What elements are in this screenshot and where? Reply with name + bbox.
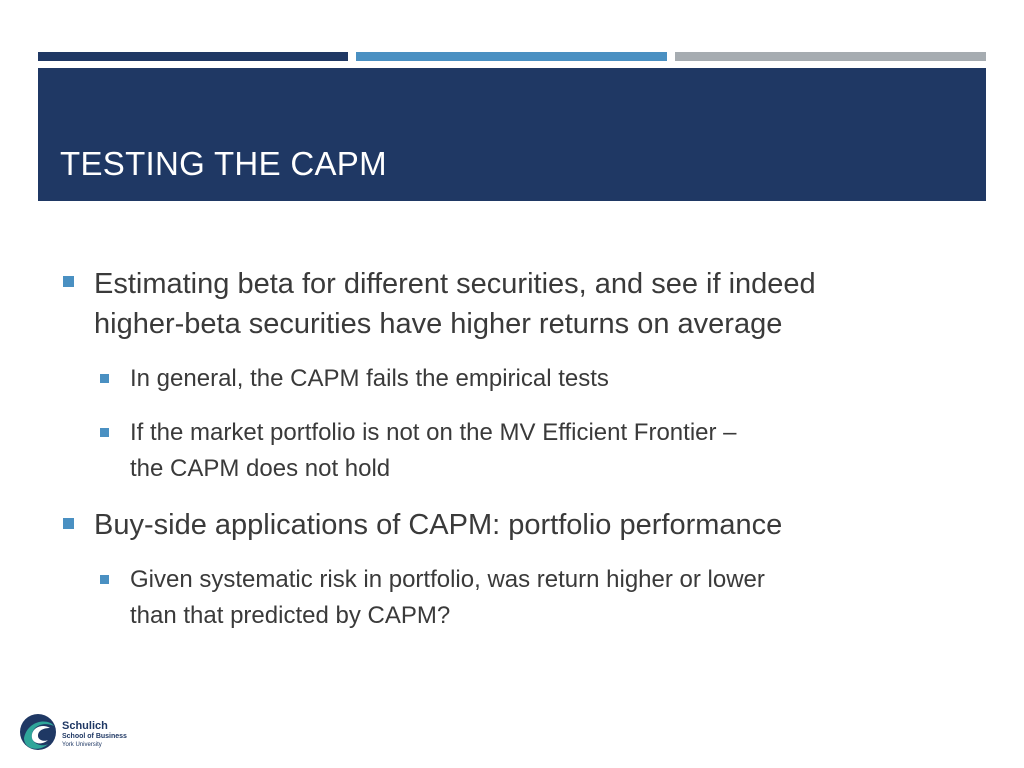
schulich-logo: [18, 708, 128, 756]
subbullet-marker: [100, 575, 109, 584]
subbullet-1-1-line-1: In general, the CAPM fails the empirical tests: [130, 365, 609, 392]
subbullet-2-1-line-2: than that predicted by CAPM?: [130, 602, 451, 629]
logo-university: York University: [62, 742, 102, 748]
bullet-1-line-1: Estimating beta for different securities, and see if indeed: [94, 268, 816, 300]
bullet-marker: [63, 276, 74, 287]
bullet-1-line-2: higher-beta securities have higher returns on average: [94, 308, 783, 340]
schulich-s-mark-icon: [18, 708, 60, 754]
logo-name: Schulich: [62, 720, 108, 732]
subbullet-2-1-line-1: Given systematic risk in portfolio, was return higher or lower: [130, 566, 765, 593]
subbullet-1-2-line-2: the CAPM does not hold: [130, 455, 391, 482]
slide-title: TESTING THE CAPM: [60, 145, 387, 182]
subbullet-marker: [100, 428, 109, 437]
logo-subtitle: School of Business: [62, 733, 127, 740]
bullet-marker: [63, 518, 74, 529]
subbullet-marker: [100, 374, 109, 383]
bullet-2-line-1: Buy-side applications of CAPM: portfolio performance: [94, 509, 783, 541]
subbullet-1-2-line-1: If the market portfolio is not on the MV Efficient Frontier –: [130, 419, 737, 446]
